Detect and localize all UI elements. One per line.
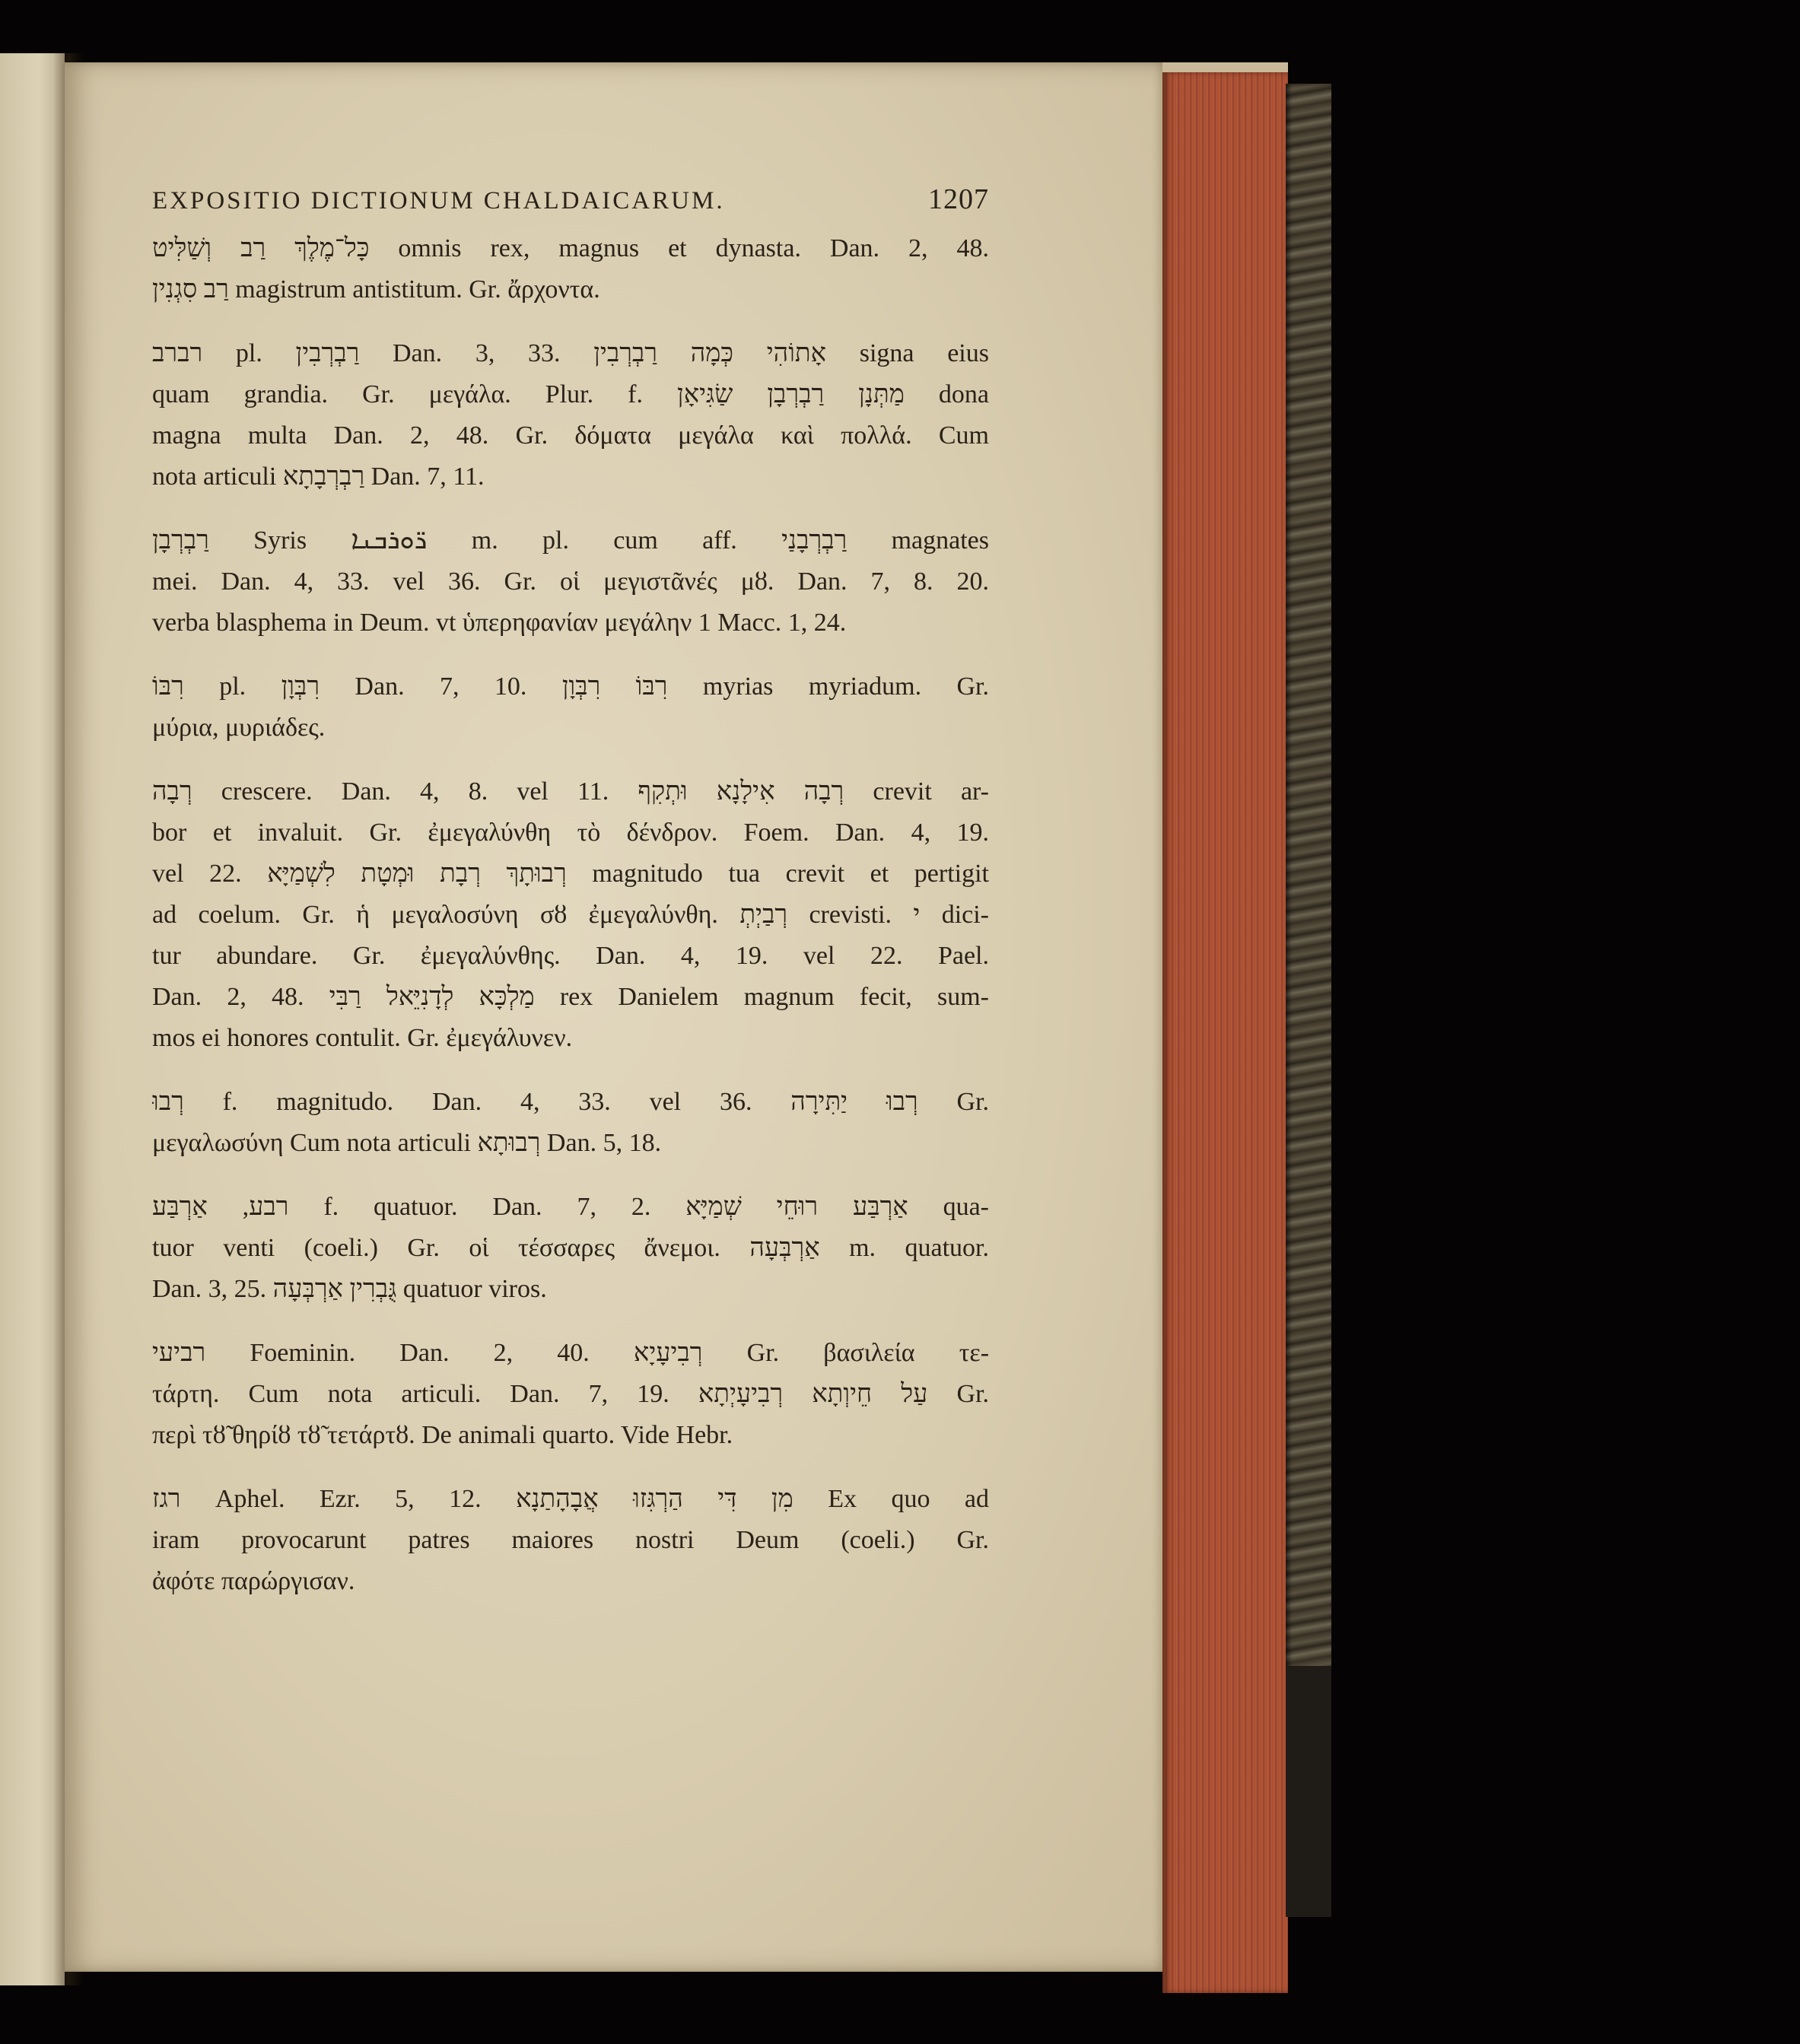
text-line: vel 22. רְבוּתָךְ רְבָת וּמְטָת לִשְׁמַיָּא magnitudo tua crevit et pertigit [152, 860, 989, 888]
text-line: μύρια, μυριάδες. [152, 714, 326, 742]
text-line: nota articuli רַבְרְבָתָא Dan. 7, 11. [152, 463, 485, 491]
entry-spacing [152, 644, 989, 666]
text-line: mei. Dan. 4, 33. vel 36. Gr. οἱ μεγιστᾶνές μȣ. Dan. 7, 8. 20. [152, 567, 989, 596]
text-block [152, 183, 989, 1602]
text-line: quam grandia. Gr. μεγάλα. Plur. f. מַתְּנָן רַבְרְבָן שַׂגִּיאָן dona [152, 380, 989, 408]
cover-board-lower [1286, 1666, 1331, 1917]
page-number: 1207 [928, 183, 989, 215]
text-line: ἀφότε παρώργισαν. [152, 1567, 355, 1595]
entry-spacing [152, 310, 989, 333]
running-head [152, 183, 989, 213]
text-line: verba blasphema in Deum. vt ὑπερηφανίαν μεγάλην 1 Macc. 1, 24. [152, 609, 847, 637]
text-line: ad coelum. Gr. ἡ μεγαλοσύνη σȣ ἐμεγαλύνθη. רְבַיְתְ crevisti. י dici- [152, 901, 989, 929]
text-line: περὶ τȣ̃ θηρίȣ τȣ̃ τετάρτȣ. De animali quarto. Vide Hebr. [152, 1421, 733, 1449]
text-line: magna multa Dan. 2, 48. Gr. δόματα μεγάλα καὶ πολλά. Cum [152, 421, 989, 450]
entries [152, 228, 989, 1602]
text-line: רְבוּ f. magnitudo. Dan. 4, 33. vel 36. רְבוּ יַתִּירָה Gr. [152, 1088, 989, 1116]
red-page-edges [1162, 72, 1288, 1993]
text-line: רַבְרְבָן Syris ܪ̈ܘܪܒܢܐ m. pl. cum aff. רַבְרְבָנַי magnates [152, 526, 989, 555]
text-line: רגז Aphel. Ezr. 5, 12. מִן דִּי הַרְגִּזוּ אֲבָהָתַנָא Ex quo ad [152, 1485, 989, 1513]
text-line: μεγαλωσύνη Cum nota articuli רְבוּתָא Dan. 5, 18. [152, 1129, 662, 1157]
text-line: רְבָה crescere. Dan. 4, 8. vel 11. רְבָה אִילָנָא וּתְקִף crevit ar- [152, 777, 989, 806]
text-line: רביעי Foeminin. Dan. 2, 40. רְבִיעָיָא Gr. βασιλεία τε- [152, 1339, 989, 1367]
marbled-cover-board [1286, 84, 1331, 1917]
entry-spacing [152, 497, 989, 520]
entry-spacing [152, 1164, 989, 1187]
entry-spacing [152, 749, 989, 771]
text-line: tur abundare. Gr. ἐμεγαλύνθης. Dan. 4, 19. vel 22. Pael. [152, 942, 989, 970]
text-line: רִבּוֹ pl. רִבְּוָן Dan. 7, 10. רִבּוֹ רִבְּוָן myrias myriadum. Gr. [152, 672, 989, 701]
entry-spacing [152, 1059, 989, 1082]
entry-spacing [152, 1310, 989, 1333]
text-line: tuor venti (coeli.) Gr. οἱ τέσσαρες ἄνεμοι. אַרְבְּעָה m. quatuor. [152, 1234, 989, 1262]
text-line: כָּל־מֶלֶךְ רַב וְשַׁלִּיט omnis rex, magnus et dynasta. Dan. 2, 48. [152, 234, 989, 262]
text-line: bor et invaluit. Gr. ἐμεγαλύνθη τὸ δένδρον. Foem. Dan. 4, 19. [152, 819, 989, 847]
text-line: רַב סִגְנִין magistrum antistitum. Gr. ἄρχοντα. [152, 275, 600, 304]
entry-spacing [152, 1456, 989, 1479]
text-line: Dan. 3, 25. גֻּבְרִין אַרְבְּעָה quatuor viros. [152, 1275, 547, 1303]
running-head-title: EXPOSITIO DICTIONUM CHALDAICARUM. [152, 187, 725, 215]
text-line: mos ei honores contulit. Gr. ἐμεγάλυνεν. [152, 1024, 573, 1052]
text-line: τάρτη. Cum nota articuli. Dan. 7, 19. עַל חֵיוְתָא רְבִיעָיְתָא Gr. [152, 1380, 989, 1408]
text-line: רבע, אַרְבַּע f. quatuor. Dan. 7, 2. אַרְבַּע רוּחֵי שְׁמַיָּא qua- [152, 1193, 989, 1221]
text-line: Dan. 2, 48. מַלְכָּא לְדָנִיֵּאל רַבִּי rex Danielem magnum fecit, sum- [152, 983, 989, 1011]
text-line: iram provocarunt patres maiores nostri Deum (coeli.) Gr. [152, 1526, 989, 1554]
text-line: רברב pl. רַבְרְבִין Dan. 3, 33. אָתוֹהִי כְּמָה רַבְרְבִין signa eius [152, 339, 989, 367]
